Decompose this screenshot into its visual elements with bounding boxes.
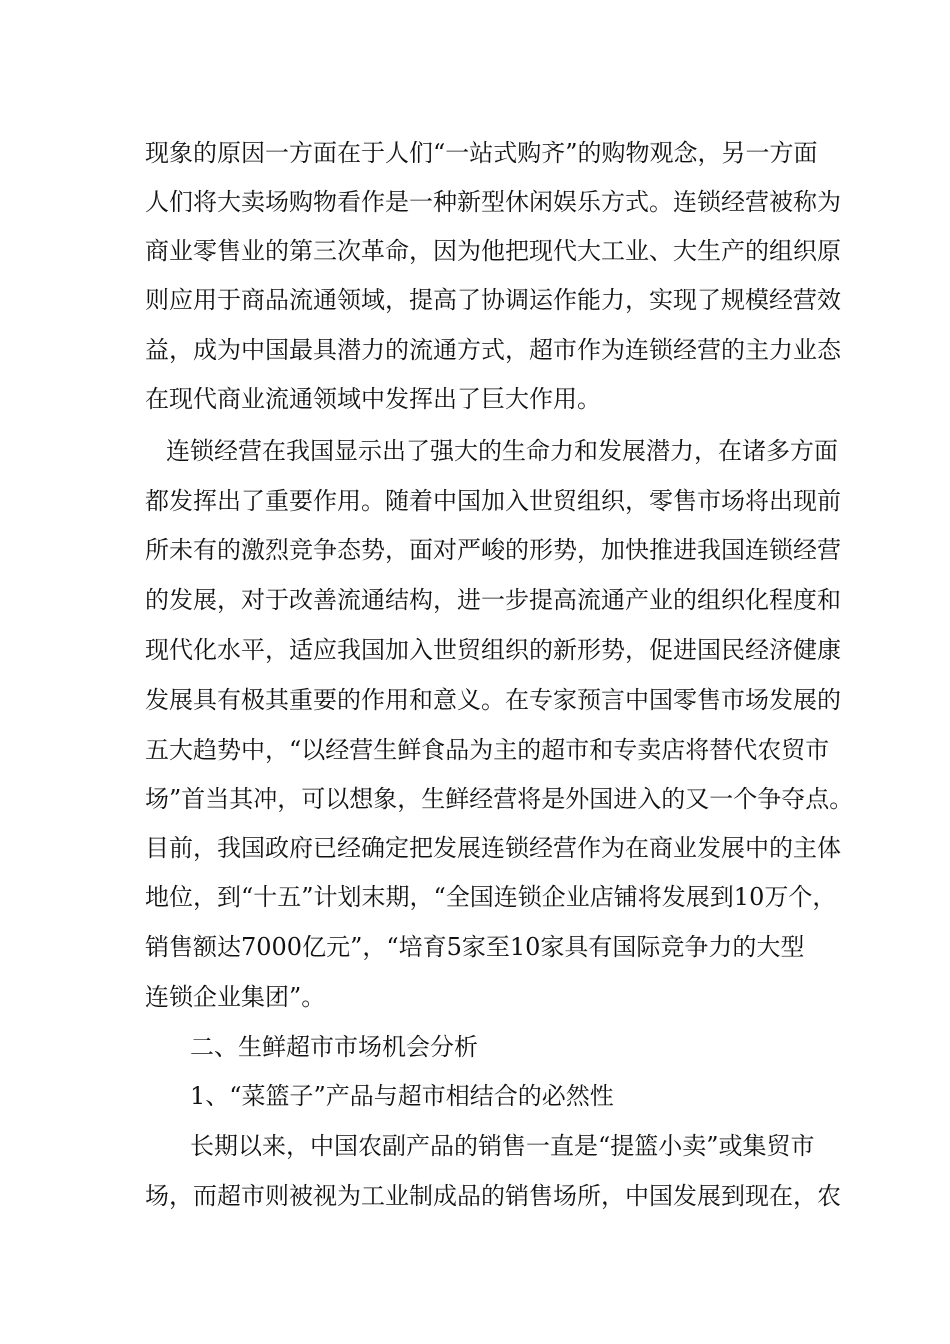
paragraph-line: 现代化水平，适应我国加入世贸组织的新形势，促进国民经济健康 [145,636,841,664]
paragraph-line: 连锁企业集团”。 [145,983,326,1011]
section-heading: 二、生鲜超市市场机会分析 [190,1033,478,1061]
paragraph-line: 地位，到“十五”计划末期，“全国连锁企业店铺将发展到10万个， [145,883,837,911]
paragraph-line: 益，成为中国最具潜力的流通方式，超市作为连锁经营的主力业态 [145,336,841,364]
paragraph-line: 所未有的激烈竞争态势，面对严峻的形势，加快推进我国连锁经营 [145,536,841,564]
paragraph-line: 商业零售业的第三次革命，因为他把现代大工业、大生产的组织原 [145,237,841,265]
paragraph-line: 销售额达7000亿元”，“培育5家至10家具有国际竞争力的大型 [145,933,805,961]
paragraph-line: 发展具有极其重要的作用和意义。在专家预言中国零售市场发展的 [145,686,841,714]
paragraph-line: 的发展，对于改善流通结构，进一步提高流通产业的组织化程度和 [145,586,841,614]
paragraph-line: 场”首当其冲，可以想象，生鲜经营将是外国进入的又一个争夺点。 [145,785,854,813]
paragraph-line: 人们将大卖场购物看作是一种新型休闲娱乐方式。连锁经营被称为 [145,188,841,216]
paragraph-line: 则应用于商品流通领域，提高了协调运作能力，实现了规模经营效 [145,286,841,314]
paragraph-line: 现象的原因一方面在于人们“一站式购齐”的购物观念，另一方面 [145,139,818,167]
subsection-heading: 1、“菜篮子”产品与超市相结合的必然性 [190,1082,614,1110]
paragraph-line: 五大趋势中，“以经营生鲜食品为主的超市和专卖店将替代农贸市 [145,736,830,764]
paragraph-line: 目前，我国政府已经确定把发展连锁经营作为在商业发展中的主体 [145,834,841,862]
paragraph-line: 连锁经营在我国显示出了强大的生命力和发展潜力，在诸多方面 [166,437,838,465]
paragraph-line: 长期以来，中国农副产品的销售一直是“提篮小卖”或集贸市 [190,1132,815,1160]
paragraph-line: 在现代商业流通领域中发挥出了巨大作用。 [145,385,601,413]
paragraph-line: 场，而超市则被视为工业制成品的销售场所，中国发展到现在，农 [145,1182,841,1210]
paragraph-line: 都发挥出了重要作用。随着中国加入世贸组织，零售市场将出现前 [145,487,841,515]
